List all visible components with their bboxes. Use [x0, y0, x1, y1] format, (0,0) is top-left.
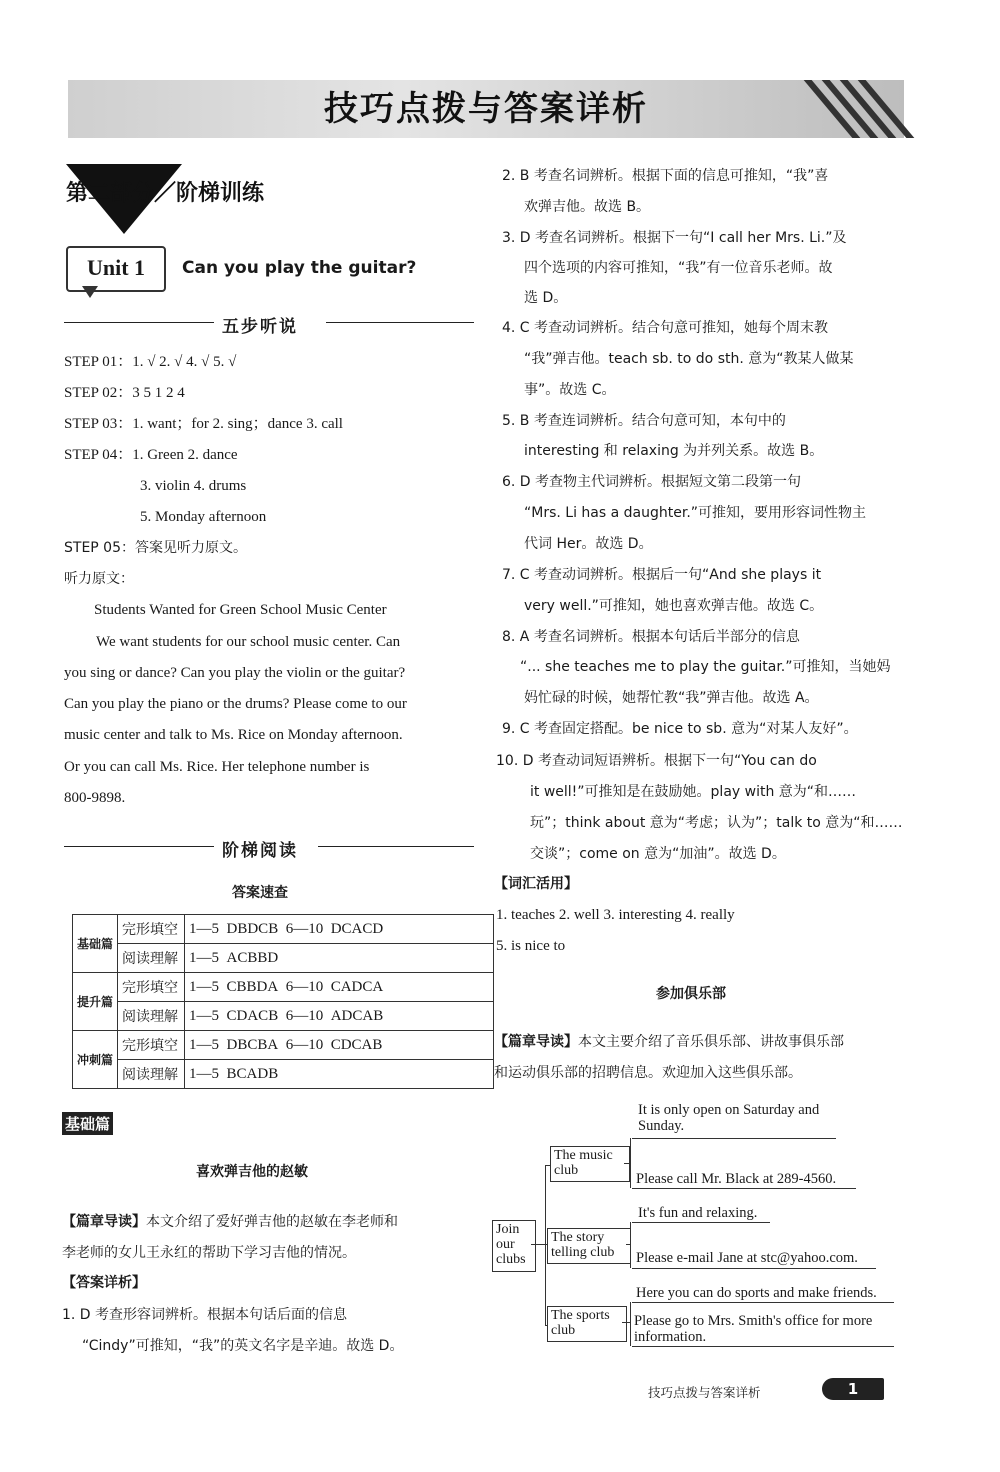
table-row — [73, 915, 494, 944]
answers-label: 【答案详析】 — [62, 1275, 146, 1291]
table-title: 答案速查 — [232, 885, 288, 901]
group-cell: 基础篇 — [73, 915, 118, 973]
music-info-1: It is only open on Saturday and Sunday. — [638, 1102, 820, 1134]
sports-club-node: The sports club — [547, 1306, 627, 1342]
answer-line: 2. B 考查名词辨析。根据下面的信息可推知，“我”喜 — [502, 168, 829, 184]
group-cell: 提升篇 — [73, 973, 118, 1031]
script-label: 听力原文： — [64, 571, 134, 587]
type-cell: 完形填空 — [118, 915, 185, 944]
answer-line: interesting 和 relaxing 为并列关系。故选 B。 — [524, 443, 824, 459]
passage-line: you sing or dance? Can you play the violin or the guitar? — [64, 665, 406, 681]
answer-line: 事”。故选 C。 — [524, 382, 616, 398]
banner-title: 技巧点拨与答案详析 — [324, 89, 648, 129]
vocab-line: 5. is nice to — [496, 938, 566, 954]
step04-line-3: 5. Monday afternoon — [140, 509, 267, 525]
type-cell: 阅读理解 — [118, 1002, 185, 1031]
passage-line: We want students for our school music center. Can — [96, 634, 401, 650]
header-banner — [68, 80, 904, 138]
answer-line: “我”弹吉他。teach sb. to do sth. 意为“教某人做某 — [524, 351, 854, 367]
guide-line: 【篇章导读】本文主要介绍了音乐俱乐部、讲故事俱乐部 — [494, 1034, 844, 1050]
answer-line: 9. C 考查固定搭配。be nice to sb. 意为“对某人友好”。 — [502, 721, 858, 737]
listening-heading: 五步听说 — [222, 317, 298, 337]
answer-cell: 1—5 DBCBA 6—10 CDCAB — [185, 1031, 494, 1060]
story-info-1: It's fun and relaxing. — [638, 1205, 758, 1221]
passage-line: 800-9898. — [64, 790, 126, 806]
answer-line: it well!”可推知是在鼓励她。play with 意为“和…… — [530, 784, 857, 800]
music-club-node: The music club — [550, 1146, 630, 1182]
answer-line: 欢弹吉他。故选 B。 — [524, 199, 651, 215]
answer-line: 4. C 考查动词辨析。结合句意可推知，她每个周末教 — [502, 320, 829, 336]
guide-line: 【篇章导读】本文介绍了爱好弹吉他的赵敏在李老师和 — [62, 1214, 398, 1230]
guide-line: 和运动俱乐部的招聘信息。欢迎加入这些俱乐部。 — [494, 1065, 802, 1081]
step02-line: STEP 02：3 5 1 2 4 — [64, 385, 185, 401]
page-number: 1 — [822, 1378, 884, 1400]
speech-tail-icon — [82, 286, 98, 298]
section-tag: 基础篇 — [62, 1112, 113, 1135]
answer-line: 7. C 考查动词辨析。根据后一句“And she plays it — [502, 567, 822, 583]
unit-label: Unit 1 — [66, 246, 166, 292]
vocab-line: 1. teaches 2. well 3. interesting 4. really — [496, 907, 735, 923]
answer-line: 选 D。 — [524, 290, 568, 306]
step01-line: STEP 01：1. √ 2. √ 4. √ 5. √ — [64, 354, 237, 370]
table-row — [73, 1031, 494, 1060]
type-cell: 完形填空 — [118, 1031, 185, 1060]
answer-cell: 1—5 DBDCB 6—10 DCACD — [185, 915, 494, 944]
answer-line: 交谈”；come on 意为“加油”。故选 D。 — [530, 846, 786, 862]
clubs-title: 参加俱乐部 — [656, 986, 726, 1002]
unit-title: Can you play the guitar? — [182, 258, 417, 278]
vocab-label: 【词汇活用】 — [494, 876, 578, 892]
answer-line: 四个选项的内容可推知，“我”有一位音乐老师。故 — [524, 260, 833, 276]
root-node: Join our clubs — [492, 1220, 536, 1272]
answer-line: very well.”可推知，她也喜欢弹吉他。故选 C。 — [524, 598, 824, 614]
answer-line: 代词 Her。故选 D。 — [524, 536, 653, 552]
answer-line: 10. D 考查动词短语辨析。根据下一句“You can do — [496, 753, 817, 769]
footer-text: 技巧点拨与答案详析 — [648, 1385, 761, 1400]
answer-line: “Cindy”可推知，“我”的英文名字是辛迪。故选 D。 — [82, 1338, 404, 1354]
sports-info-1: Here you can do sports and make friends. — [636, 1285, 877, 1301]
story-club-node: The story telling club — [547, 1228, 631, 1264]
answer-cell: 1—5 ACBBD — [185, 944, 494, 973]
table-row — [73, 1002, 494, 1031]
step04-line: STEP 04：1. Green 2. dance — [64, 447, 238, 463]
step04-line-2: 3. violin 4. drums — [140, 478, 247, 494]
answer-line: “Mrs. Li has a daughter.”可推知，要用形容词性物主 — [524, 505, 867, 521]
reading-heading: 阶梯阅读 — [222, 841, 298, 861]
group-cell: 冲刺篇 — [73, 1031, 118, 1089]
passage-line: music center and talk to Ms. Rice on Monday afternoon. — [64, 727, 403, 743]
table-row — [73, 944, 494, 973]
passage-title: Students Wanted for Green School Music Center — [94, 602, 387, 618]
article-title: 喜欢弹吉他的赵敏 — [196, 1164, 308, 1180]
type-cell: 阅读理解 — [118, 944, 185, 973]
part-title: 第二部分／阶梯训练 — [66, 181, 265, 206]
answer-line: 8. A 考查名词辨析。根据本句话后半部分的信息 — [502, 629, 800, 645]
answer-line: 6. D 考查物主代词辨析。根据短文第二段第一句 — [502, 474, 802, 490]
type-cell: 阅读理解 — [118, 1060, 185, 1089]
step05-line: STEP 05：答案见听力原文。 — [64, 540, 247, 556]
music-info-2: Please call Mr. Black at 289-4560. — [636, 1171, 837, 1187]
step03-line: STEP 03：1. want；for 2. sing；dance 3. call — [64, 416, 343, 432]
answer-table — [72, 914, 494, 1089]
answer-line: 5. B 考查连词辨析。结合句意可知，本句中的 — [502, 413, 786, 429]
answer-cell: 1—5 CDACB 6—10 ADCAB — [185, 1002, 494, 1031]
passage-line: Can you play the piano or the drums? Please come to our — [64, 696, 407, 712]
guide-line: 李老师的女儿王永红的帮助下学习吉他的情况。 — [62, 1245, 356, 1261]
answer-cell: 1—5 CBBDA 6—10 CADCA — [185, 973, 494, 1002]
answer-line: 3. D 考查名词辨析。根据下一句“I call her Mrs. Li.”及 — [502, 230, 847, 246]
story-info-2: Please e-mail Jane at stc@yahoo.com. — [636, 1250, 858, 1266]
passage-line: Or you can call Ms. Rice. Her telephone number is — [64, 759, 370, 775]
table-row — [73, 1060, 494, 1089]
answer-line: “... she teaches me to play the guitar.”可推知，当她妈 — [520, 659, 891, 675]
type-cell: 完形填空 — [118, 973, 185, 1002]
answer-cell: 1—5 BCADB — [185, 1060, 494, 1089]
answer-line: 1. D 考查形容词辨析。根据本句话后面的信息 — [62, 1307, 348, 1323]
table-row — [73, 973, 494, 1002]
answer-line: 妈忙碌的时候，她帮忙教“我”弹吉他。故选 A。 — [524, 690, 819, 706]
answer-line: 玩”；think about 意为“考虑；认为”；talk to 意为“和…… — [530, 815, 903, 831]
sports-info-2: Please go to Mrs. Smith's office for more information. — [634, 1313, 873, 1345]
